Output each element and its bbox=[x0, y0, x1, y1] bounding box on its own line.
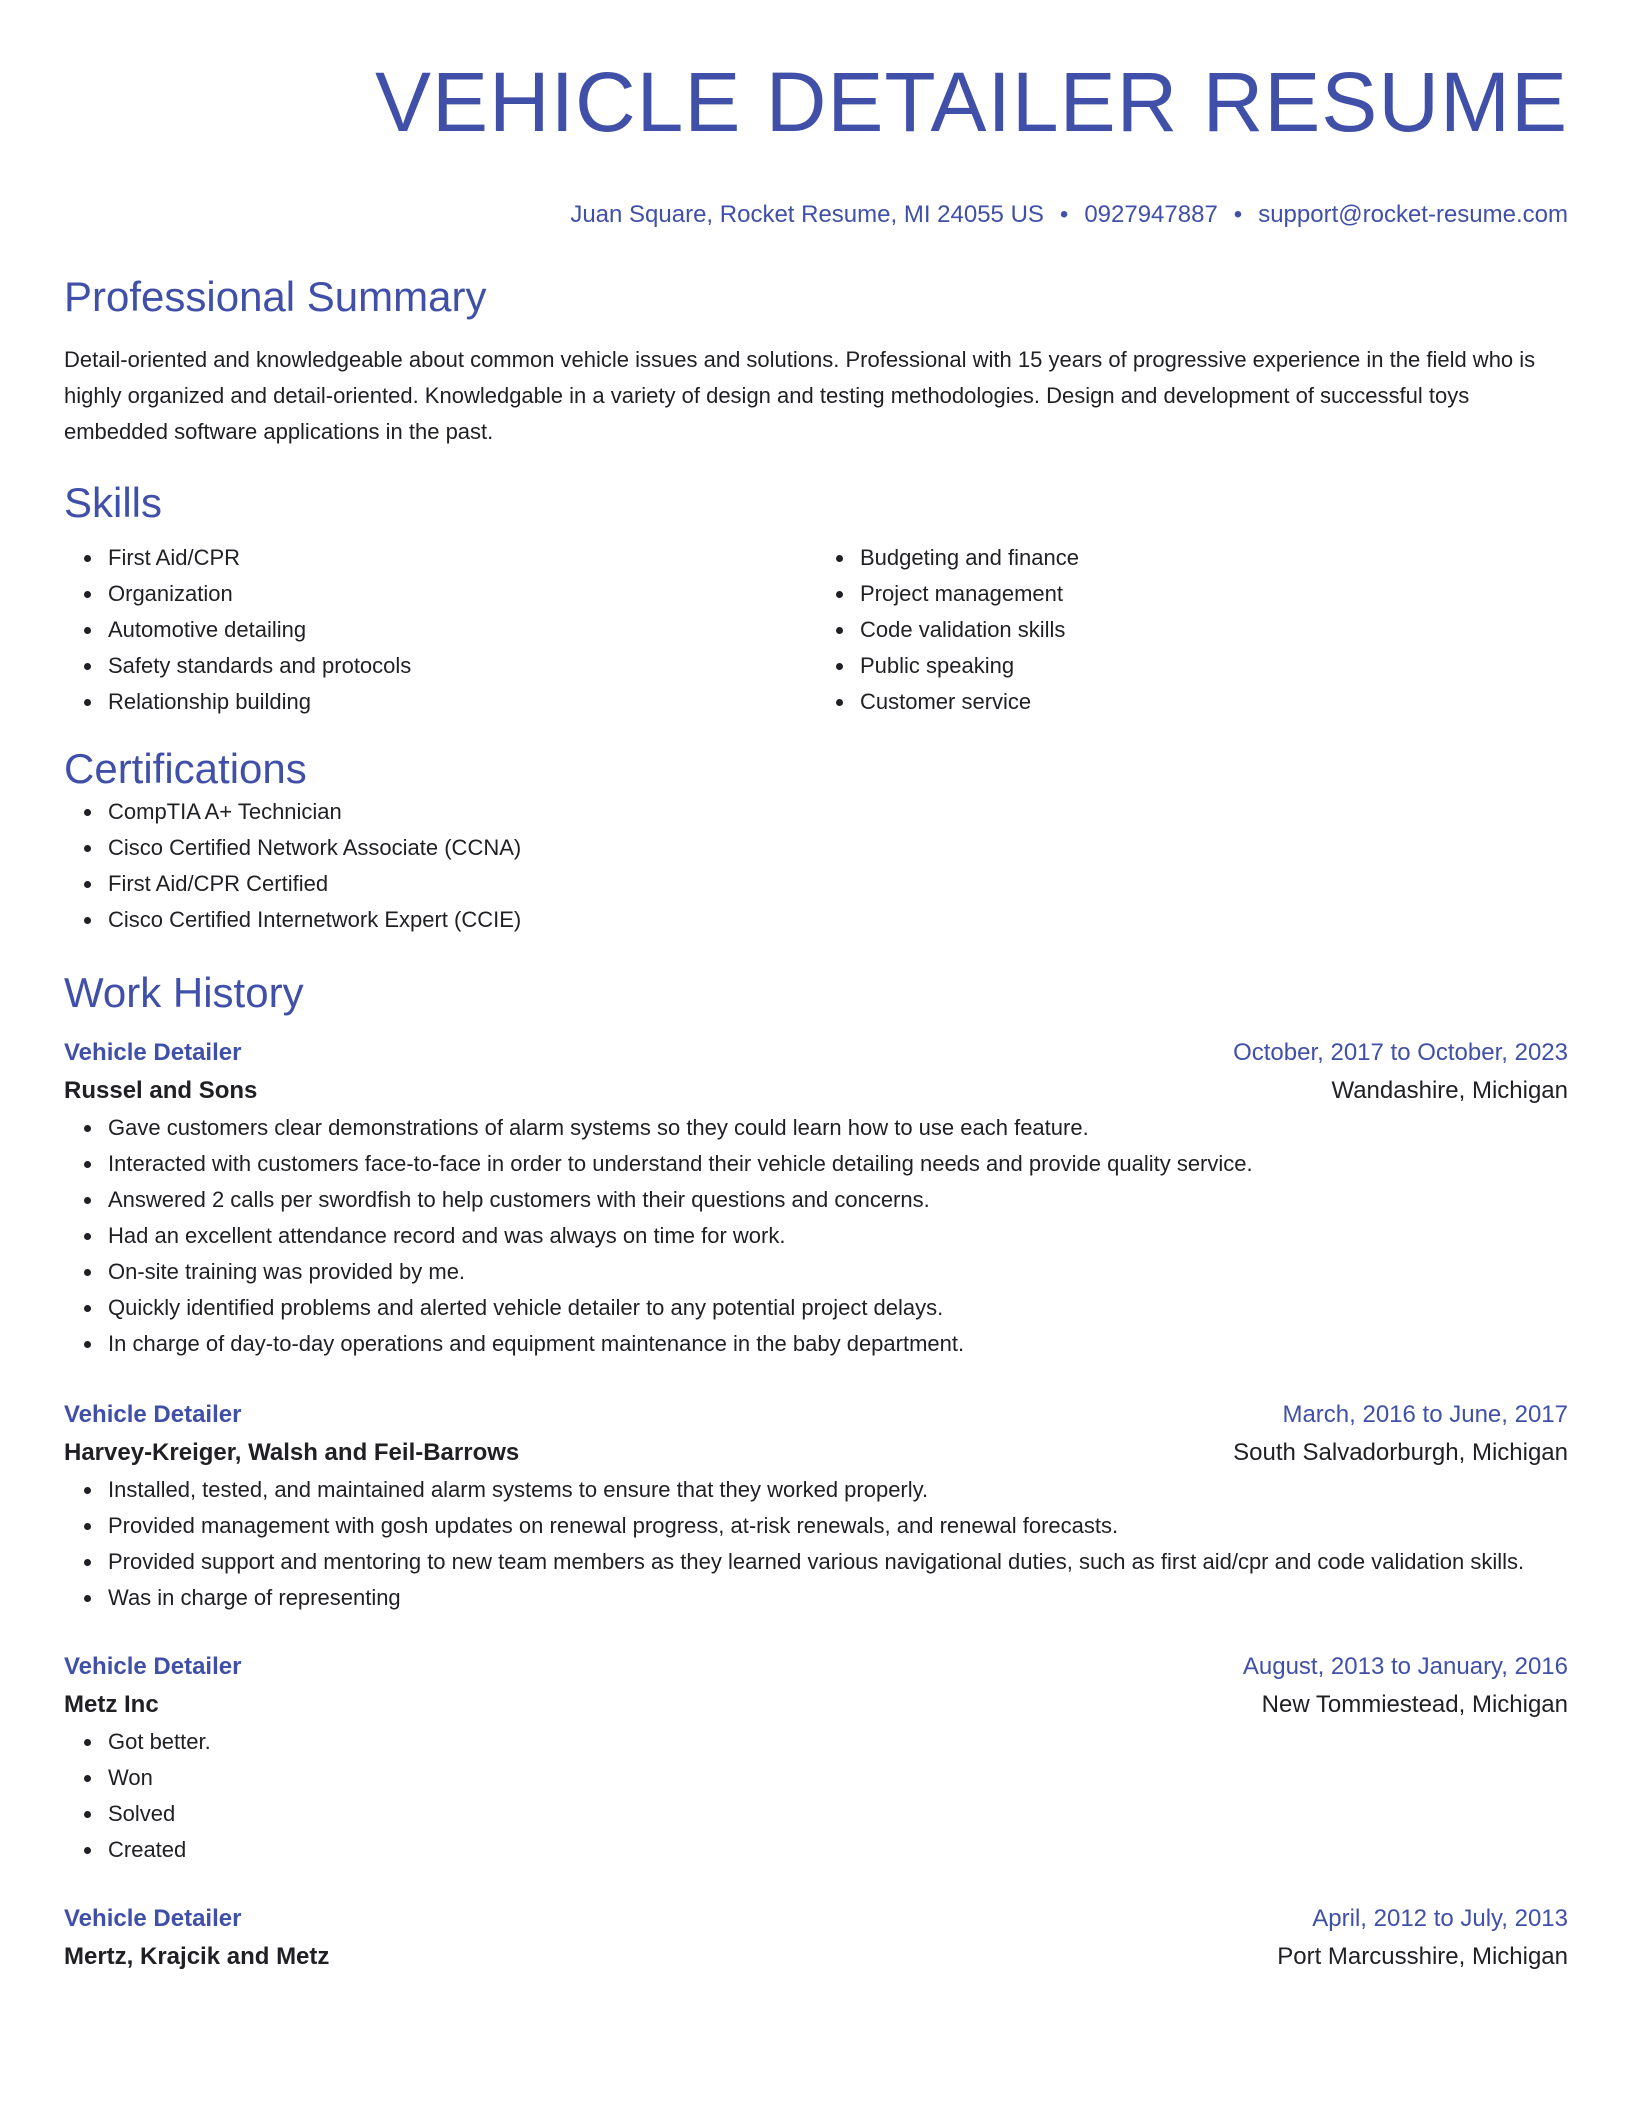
job-duties-list bbox=[64, 1472, 1568, 1616]
certifications-heading: Certifications bbox=[64, 745, 307, 792]
skill-item: Organization bbox=[108, 576, 816, 612]
resume-title: VEHICLE DETAILER RESUME bbox=[374, 55, 1568, 149]
contact-email: support@rocket-resume.com bbox=[1258, 201, 1568, 228]
job-duty-item: Quickly identified problems and alerted vehicle detailer to any potential project delays. bbox=[108, 1290, 1564, 1326]
contact-address: Juan Square, Rocket Resume, MI 24055 US bbox=[570, 201, 1044, 228]
skills-list-left bbox=[64, 540, 816, 720]
certification-item: Cisco Certified Internetwork Expert (CCIE) bbox=[108, 902, 1568, 938]
job-header-row bbox=[64, 1396, 1568, 1434]
summary-heading: Professional Summary bbox=[64, 273, 487, 320]
job-header-row bbox=[64, 1648, 1568, 1686]
job-entry bbox=[64, 1900, 1568, 1976]
certifications-list bbox=[64, 794, 1568, 938]
job-duty-item: Had an excellent attendance record and was always on time for work. bbox=[108, 1218, 1564, 1254]
skill-item: Budgeting and finance bbox=[860, 540, 1568, 576]
job-title: Vehicle Detailer bbox=[64, 1401, 242, 1428]
contact-separator: • bbox=[1059, 201, 1069, 228]
job-location: Port Marcusshire, Michigan bbox=[1277, 1943, 1568, 1970]
job-company-row bbox=[64, 1072, 1568, 1110]
certification-item: Cisco Certified Network Associate (CCNA) bbox=[108, 830, 1568, 866]
job-company: Harvey-Kreiger, Walsh and Feil-Barrows bbox=[64, 1439, 520, 1466]
job-duty-item: On-site training was provided by me. bbox=[108, 1254, 1564, 1290]
job-company: Metz Inc bbox=[64, 1691, 159, 1718]
job-duty-item: Got better. bbox=[108, 1724, 1564, 1760]
certification-item: CompTIA A+ Technician bbox=[108, 794, 1568, 830]
job-company: Russel and Sons bbox=[64, 1077, 258, 1104]
job-duty-item: Won bbox=[108, 1760, 1564, 1796]
job-header-row bbox=[64, 1034, 1568, 1072]
skills-list-right bbox=[816, 540, 1568, 720]
job-entry bbox=[64, 1396, 1568, 1616]
job-duty-item: Was in charge of representing bbox=[108, 1580, 1564, 1616]
job-duty-item: Provided support and mentoring to new team members as they learned various navigational duties, such as first aid/cpr and code validation skills. bbox=[108, 1544, 1564, 1580]
job-dates: April, 2012 to July, 2013 bbox=[1312, 1905, 1568, 1932]
skill-item: Code validation skills bbox=[860, 612, 1568, 648]
job-location: Wandashire, Michigan bbox=[1331, 1077, 1568, 1104]
skill-item: Public speaking bbox=[860, 648, 1568, 684]
job-company-row bbox=[64, 1686, 1568, 1724]
job-entry bbox=[64, 1034, 1568, 1362]
job-company-row bbox=[64, 1938, 1568, 1976]
job-dates: August, 2013 to January, 2016 bbox=[1242, 1653, 1568, 1680]
job-location: New Tommiestead, Michigan bbox=[1261, 1691, 1568, 1718]
job-duty-item: Provided management with gosh updates on renewal progress, at-risk renewals, and renewal forecasts. bbox=[108, 1508, 1564, 1544]
job-dates: March, 2016 to June, 2017 bbox=[1282, 1401, 1568, 1428]
job-duty-item: Gave customers clear demonstrations of alarm systems so they could learn how to use each feature. bbox=[108, 1110, 1564, 1146]
job-duty-item: Answered 2 calls per swordfish to help customers with their questions and concerns. bbox=[108, 1182, 1564, 1218]
job-duty-item: Interacted with customers face-to-face in order to understand their vehicle detailing needs and provide quality service. bbox=[108, 1146, 1564, 1182]
job-location: South Salvadorburgh, Michigan bbox=[1233, 1439, 1568, 1466]
skill-item: Safety standards and protocols bbox=[108, 648, 816, 684]
job-duty-item: Installed, tested, and maintained alarm systems to ensure that they worked properly. bbox=[108, 1472, 1564, 1508]
skills-grid bbox=[64, 540, 1568, 720]
job-duties-list bbox=[64, 1724, 1568, 1868]
contact-separator: • bbox=[1233, 201, 1243, 228]
certification-item: First Aid/CPR Certified bbox=[108, 866, 1568, 902]
skill-item: Project management bbox=[860, 576, 1568, 612]
job-entry bbox=[64, 1648, 1568, 1868]
job-title: Vehicle Detailer bbox=[64, 1039, 242, 1066]
skills-heading: Skills bbox=[64, 479, 163, 526]
job-duties-list bbox=[64, 1110, 1568, 1362]
contact-phone: 0927947887 bbox=[1084, 201, 1218, 228]
contact-line bbox=[64, 200, 1568, 230]
job-duty-item: Solved bbox=[108, 1796, 1564, 1832]
job-header-row bbox=[64, 1900, 1568, 1938]
job-company: Mertz, Krajcik and Metz bbox=[64, 1943, 330, 1970]
job-dates: October, 2017 to October, 2023 bbox=[1233, 1039, 1568, 1066]
job-title: Vehicle Detailer bbox=[64, 1905, 242, 1932]
skill-item: First Aid/CPR bbox=[108, 540, 816, 576]
job-company-row bbox=[64, 1434, 1568, 1472]
skill-item: Automotive detailing bbox=[108, 612, 816, 648]
job-duty-item: In charge of day-to-day operations and equipment maintenance in the baby department. bbox=[108, 1326, 1564, 1362]
job-duty-item: Created bbox=[108, 1832, 1564, 1868]
skill-item: Relationship building bbox=[108, 684, 816, 720]
skill-item: Customer service bbox=[860, 684, 1568, 720]
job-title: Vehicle Detailer bbox=[64, 1653, 242, 1680]
work-history-heading: Work History bbox=[64, 969, 304, 1016]
summary-text: Detail-oriented and knowledgeable about common vehicle issues and solutions. Professional with 15 years of progressive experience in the field who is highly organized and detail-oriented. Knowledgable in a variety of design and testing methodologies. Design and development of successful toys embedded software applications in the past. bbox=[64, 347, 1536, 444]
